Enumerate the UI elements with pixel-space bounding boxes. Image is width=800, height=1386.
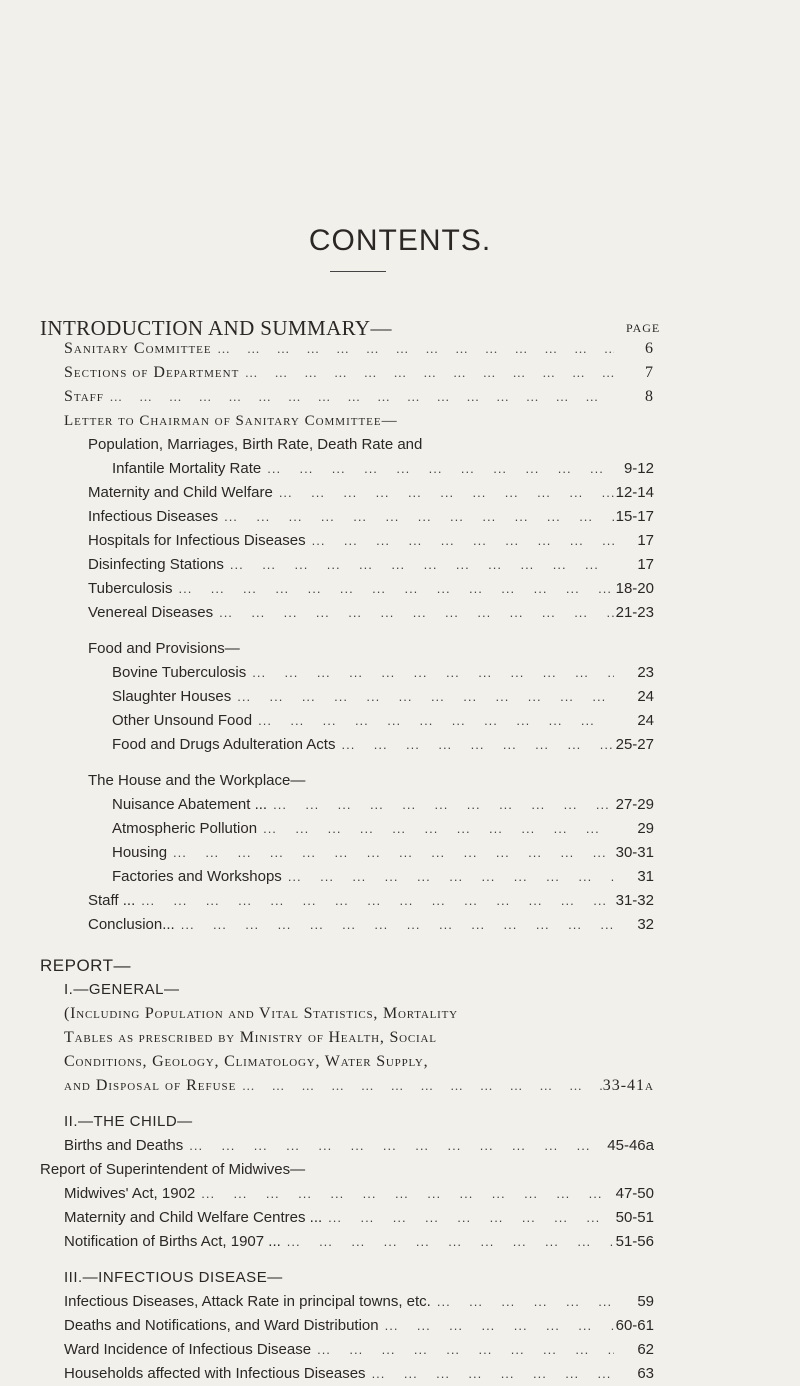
toc-entry: Bovine Tuberculosis ... 23 [112,661,654,685]
infectious-heading: III.—INFECTIOUS DISEASE— [64,1269,283,1286]
toc-entry: Other Unsound Food ... 24 [112,709,654,733]
toc-entry: Conclusion... ... 32 [88,913,654,937]
toc-entry: Maternity and Child Welfare Centres ... ... 50-51 [64,1206,654,1230]
toc-entry: Sanitary Committee ... 6 [64,337,654,361]
toc-entry: Nuisance Abatement ... ... 27-29 [112,793,654,817]
general-line: Tables as prescribed by Ministry of Health, Social [64,1029,437,1046]
toc-entry: Venereal Diseases ... 21-23 [88,601,654,625]
house-heading: The House and the Workplace— [88,772,306,789]
toc-entry: Hospitals for Infectious Diseases ... 17 [88,529,654,553]
toc-entry: Deaths and Notifications, and Ward Distribution ... 60-61 [64,1314,654,1338]
toc-entry: Ward Incidence of Infectious Disease ... 62 [64,1338,654,1362]
general-line: (Including Population and Vital Statistics, Mortality [64,1005,458,1022]
page-column-label: PAGE [626,321,661,335]
toc-entry: Atmospheric Pollution ... 29 [112,817,654,841]
toc-entry: Infectious Diseases ... 15-17 [88,505,654,529]
toc-entry: Tuberculosis ... 18-20 [88,577,654,601]
toc-entry: Births and Deaths ... 45-46a [64,1134,654,1158]
toc-entry: Sections of Department ... 7 [64,361,654,385]
toc-entry: Infantile Mortality Rate ... 9-12 [112,457,654,481]
toc-entry: Staff ... ... 31-32 [88,889,654,913]
toc-entry: Notification of Births Act, 1907 ... ... 51-56 [64,1230,654,1254]
midwives-heading: Report of Superintendent of Midwives— [40,1161,306,1178]
toc-entry: Housing ... 30-31 [112,841,654,865]
toc-entry: Infectious Diseases, Attack Rate in principal towns, etc. ... 59 [64,1290,654,1314]
general-heading: I.—GENERAL— [64,981,180,998]
toc-entry: Factories and Workshops ... 31 [112,865,654,889]
food-heading: Food and Provisions— [88,640,240,657]
toc-entry: and Disposal of Refuse ... 33-41a [64,1074,654,1098]
toc-entry: Disinfecting Stations ... 17 [88,553,654,577]
report-heading: REPORT— [40,956,132,975]
toc-entry: Midwives' Act, 1902 ... 47-50 [64,1182,654,1206]
page-title: CONTENTS. [308,224,492,257]
letter-line: Population, Marriages, Birth Rate, Death Rate and [88,436,423,453]
intro-heading: INTRODUCTION AND SUMMARY— [40,316,392,340]
toc-entry: Maternity and Child Welfare ... 12-14 [88,481,654,505]
letter-heading: Letter to Chairman of Sanitary Committee— [64,413,398,429]
toc-entry: Slaughter Houses ... 24 [112,685,654,709]
toc-entry: Staff ... 8 [64,385,654,409]
toc-entry: Food and Drugs Adulteration Acts ... 25-27 [112,733,654,757]
title-rule [330,271,386,272]
child-heading: II.—THE CHILD— [64,1113,193,1130]
general-line: Conditions, Geology, Climatology, Water Supply, [64,1053,429,1070]
toc-entry: Households affected with Infectious Diseases ... 63 [64,1362,654,1386]
